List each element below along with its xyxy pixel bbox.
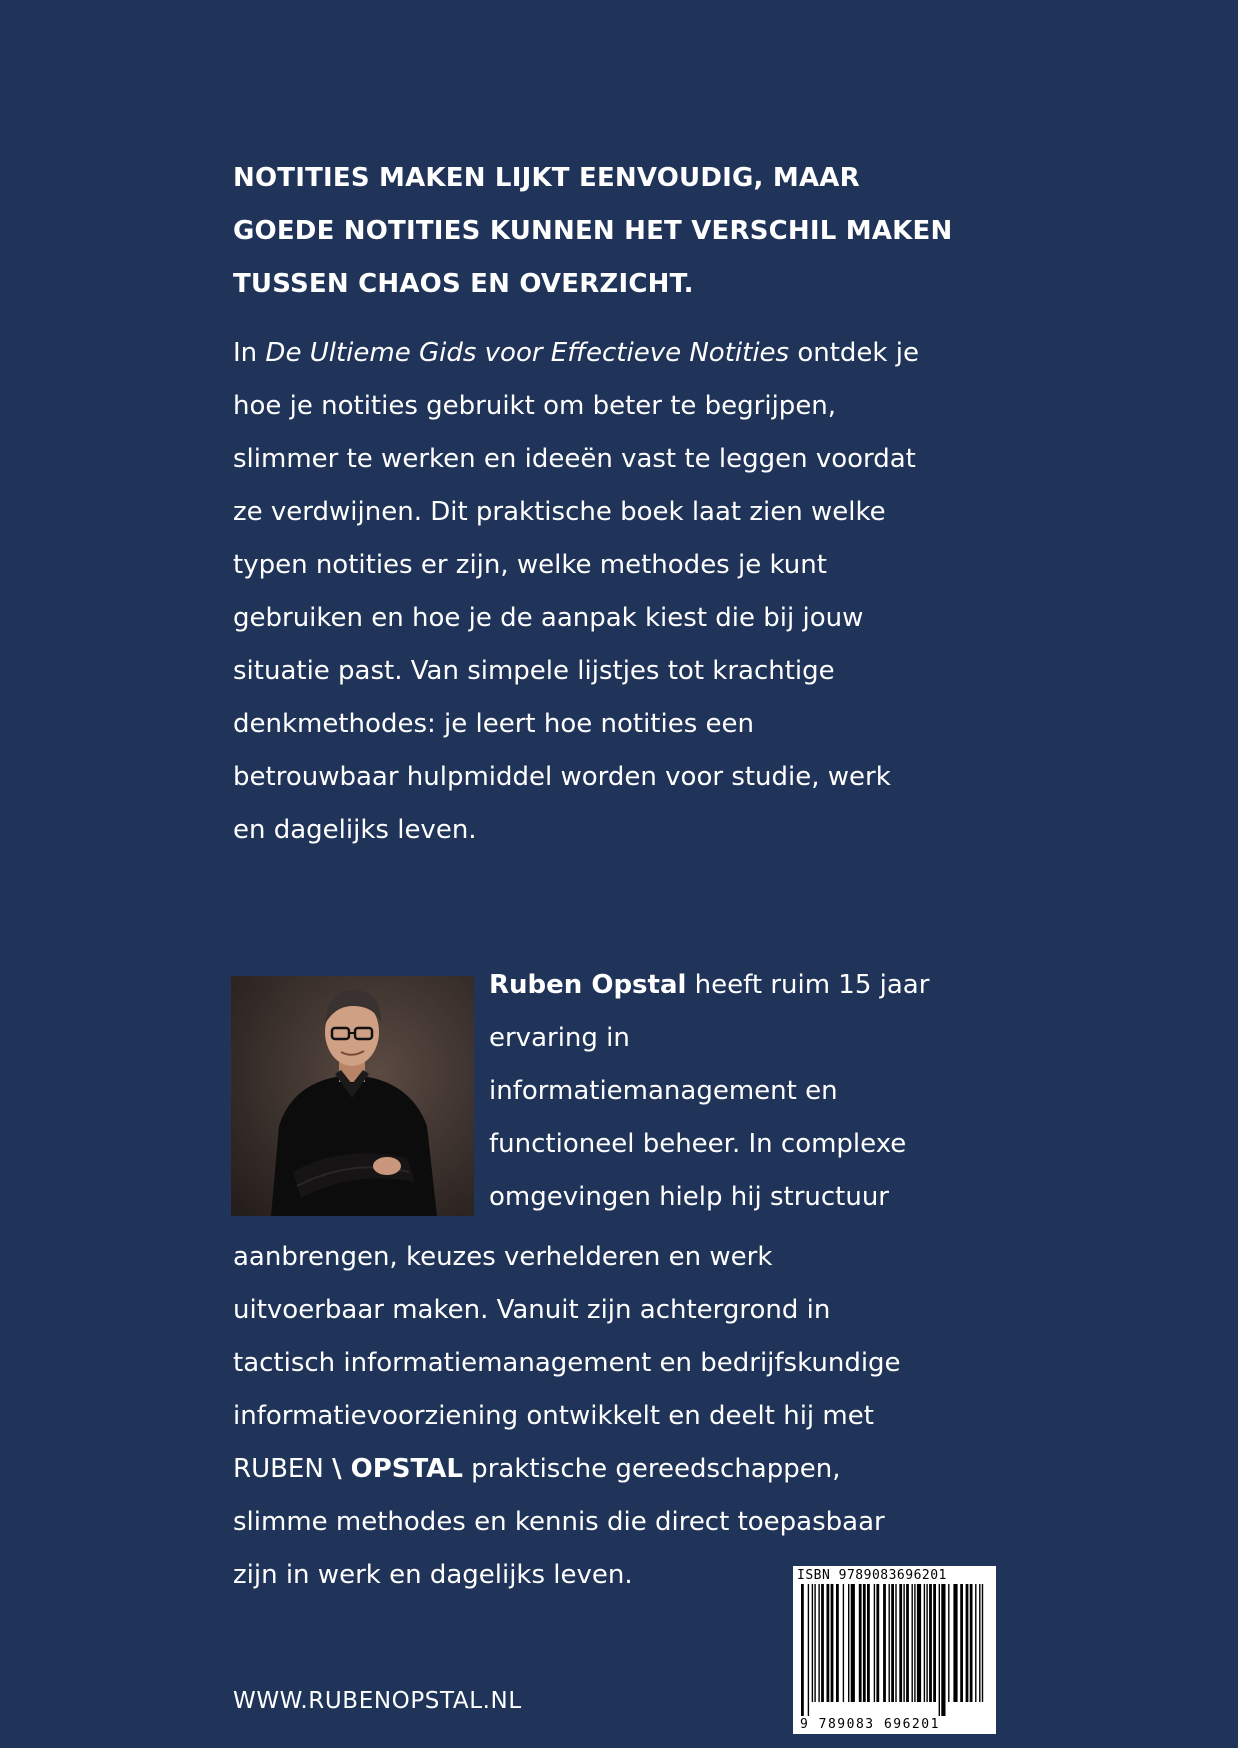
barcode-bar	[941, 1584, 945, 1716]
author-brand-line: RUBEN \ OPSTAL praktische gereedschappen,	[233, 1454, 841, 1484]
description-line: betrouwbaar hulpmiddel worden voor studie, werk	[233, 762, 891, 792]
author-bio-line: functioneel beheer. In complexe	[489, 1129, 907, 1159]
description-line: typen notities er zijn, welke methodes je kunt	[233, 550, 827, 580]
headline-line: GOEDE NOTITIES KUNNEN HET VERSCHIL MAKEN	[233, 216, 953, 246]
author-bio-below-photo	[233, 1231, 1033, 1602]
barcode-bar	[933, 1584, 936, 1702]
author-bio-line: omgevingen hielp hij structuur	[489, 1182, 889, 1212]
barcode-bar	[939, 1584, 940, 1716]
barcode-bar	[883, 1584, 886, 1702]
barcode-bar	[982, 1584, 983, 1702]
author-bio-line: uitvoerbaar maken. Vanuit zijn achtergrond in	[233, 1295, 831, 1325]
description-line: ze verdwijnen. Dit praktische boek laat zien welke	[233, 497, 886, 527]
author-bio-line: ervaring in	[489, 1023, 630, 1053]
author-bio-line: slimme methodes en kennis die direct toepasbaar	[233, 1507, 885, 1537]
barcode-bar	[917, 1584, 921, 1702]
description-line: slimmer te werken en ideeën vast te leggen voordat	[233, 444, 916, 474]
author-bio-line: informatievoorziening ontwikkelt en deelt hij met	[233, 1401, 874, 1431]
ean-digits: 9 789083 696201	[800, 1717, 940, 1732]
barcode-bar	[889, 1584, 890, 1702]
barcode-bar	[929, 1584, 932, 1702]
barcode-bar	[876, 1584, 879, 1702]
headline-line: NOTITIES MAKEN LIJKT EENVOUDIG, MAAR	[233, 163, 860, 193]
barcode-bars	[801, 1584, 988, 1716]
barcode-bar	[863, 1584, 866, 1702]
barcode-bar	[970, 1584, 973, 1702]
book-title: De Ultieme Gids voor Effectieve Notities	[265, 338, 790, 368]
barcode-bar	[966, 1584, 969, 1702]
barcode-bar	[960, 1584, 963, 1702]
barcode-bar	[975, 1584, 976, 1702]
description-first-line: In De Ultieme Gids voor Effectieve Notities ontdek je	[233, 338, 919, 368]
barcode-bar	[979, 1584, 980, 1702]
description-line: en dagelijks leven.	[233, 815, 477, 845]
barcode-bar	[801, 1584, 804, 1716]
barcode-bar	[831, 1584, 834, 1702]
barcode-bar	[859, 1584, 862, 1702]
description-line: situatie past. Van simpele lijstjes tot krachtige	[233, 656, 835, 686]
barcode-bar	[953, 1584, 957, 1702]
barcode-bar	[948, 1584, 949, 1702]
barcode-bar	[827, 1584, 830, 1702]
barcode-bar	[843, 1584, 844, 1702]
author-bio-line: aanbrengen, keuzes verhelderen en werk	[233, 1242, 773, 1272]
isbn-label: ISBN 9789083696201	[797, 1568, 947, 1583]
author-bio-line: tactisch informatiemanagement en bedrijfskundige	[233, 1348, 901, 1378]
author-bio-line: zijn in werk en dagelijks leven.	[233, 1560, 633, 1590]
description-line: gebruiken en hoe je de aanpak kiest die bij jouw	[233, 603, 864, 633]
barcode-bar	[821, 1584, 824, 1702]
description-line: hoe je notities gebruikt om beter te begrijpen,	[233, 391, 837, 421]
barcode-bar	[812, 1584, 813, 1702]
isbn-barcode	[793, 1566, 996, 1734]
author-photo	[231, 976, 474, 1216]
barcode-bar	[814, 1584, 815, 1702]
barcode-bar	[808, 1584, 809, 1716]
barcode-bar	[926, 1584, 927, 1702]
back-cover-headline	[233, 152, 1023, 311]
description-line: denkmethodes: je leert hoe notities een	[233, 709, 755, 739]
barcode-bar	[851, 1584, 855, 1702]
author-portrait-illustration	[231, 976, 474, 1216]
website-url: WWW.RUBENOPSTAL.NL	[233, 1688, 522, 1714]
barcode-bar	[848, 1584, 849, 1702]
barcode-bar	[895, 1584, 896, 1702]
brand-name-first: RUBEN	[233, 1454, 333, 1484]
book-description	[233, 327, 1033, 857]
barcode-bar	[906, 1584, 909, 1702]
barcode-bar	[836, 1584, 839, 1702]
author-name: Ruben Opstal	[489, 970, 687, 1000]
barcode-bar	[818, 1584, 819, 1702]
barcode-bar	[912, 1584, 913, 1702]
author-bio-beside-photo	[489, 959, 1009, 1224]
headline-line: TUSSEN CHAOS EN OVERZICHT.	[233, 269, 694, 299]
barcode-bar	[924, 1584, 925, 1702]
barcode-bar	[867, 1584, 870, 1702]
barcode-bar	[874, 1584, 875, 1702]
brand-name-second: \ OPSTAL	[332, 1454, 463, 1484]
barcode-bar	[899, 1584, 902, 1702]
barcode-bar	[914, 1584, 915, 1702]
author-bio-line: informatiemanagement en	[489, 1076, 838, 1106]
barcode-bar	[891, 1584, 894, 1702]
author-bio-first-line: Ruben Opstal heeft ruim 15 jaar	[489, 970, 930, 1000]
barcode-bar	[903, 1584, 904, 1702]
